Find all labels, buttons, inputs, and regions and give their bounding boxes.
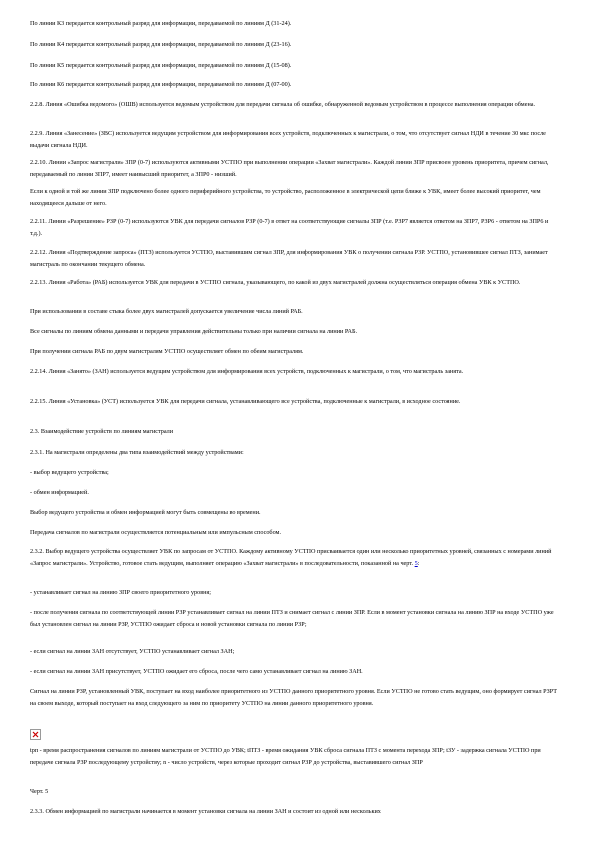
paragraph-2-2-13: 2.2.13. Линия «Работа» (РАБ) используется УВК для передачи в УСТПО сигнала, указывающего, по какой из двух магистралей должна осуществляться операция обмена УВК к УСТПО. bbox=[30, 279, 521, 286]
list-item-master-select: - выбор ведущего устройства; bbox=[30, 469, 109, 476]
paragraph-2-2-14: 2.2.14. Линия «Занято» (ЗАН) используется ведущим устройством для информирования всех устройств, подключенных к магистрали, о том, что магистраль занята. bbox=[30, 368, 464, 375]
paragraph-2-3-1: 2.3.1. На магистрали определены два типа взаимодействий между устройствами: bbox=[30, 449, 244, 456]
paragraph-2-3-2 bbox=[30, 546, 560, 570]
paragraph-priority-note: Если к одной и той же линии ЗПР подключено более одного периферийного устройства, то устройство, расположенное в электрической цепи ближе к УВК, имеет более высокий приоритет, чем находящееся дальше от него. bbox=[30, 188, 541, 207]
paragraph-k3: По линии К3 передается контрольный разряд для информации, передаваемой по линиям Д (31-24). bbox=[30, 20, 292, 27]
list-item-set-zpr: - устанавливает сигнал на линию ЗПР своего приоритетного уровня; bbox=[30, 589, 211, 596]
paragraph-2-3-2-text: 2.3.2. Выбор ведущего устройства осуществляет УВК по запросам от УСТПО. Каждому активному УСТПО присваивается один или несколько приоритетных уровней, связанных с номерами линий «Запрос магистрали». Устройство, готовое стать ведущим, выполняет операцию «Захват магистрали» в последовательности, показанной на черт. bbox=[30, 548, 552, 567]
paragraph-2-2-12: 2.2.12. Линия «Подтверждение запроса» (ПТЗ) используется УСТПО, выставившим сигнал ЗПР, для информирования УВК о получении сигнала РЗР. УСТПО, установившее сигнал ПТЗ, занимает магистраль по окончании текущего обмена. bbox=[30, 249, 548, 268]
paragraph-2-2-11: 2.2.11. Линии «Разрешение» РЗР (0-7) используются УВК для передачи сигналов РЗР (0-7) в ответ на соответствующие сигналы ЗПР (т.е. РЗР7 является ответом на ЗПР7, РЗР6 - ответом на ЗПР6 и т.д.). bbox=[30, 218, 549, 237]
paragraph-k4: По линии К4 передается контрольный разряд для информации, передаваемой по линиям Д (23-16). bbox=[30, 41, 292, 48]
figure-5-caption: Черт. 5 bbox=[30, 788, 49, 795]
paragraph-2-3-3: 2.3.3. Обмен информацией по магистрали начинается в момент установки сигнала на линии ЗАН и состоит из одной или нескольких bbox=[30, 808, 381, 815]
paragraph-combined-time: Выбор ведущего устройства и обмен информацией могут быть совмещены во времени. bbox=[30, 509, 261, 516]
paragraph-signal-mode: Передача сигналов по магистрали осуществляется потенциальным или импульсным способом. bbox=[30, 529, 282, 536]
paragraph-k6: По линии К6 передается контрольный разряд для информации, передаваемой по линиям Д (07-00). bbox=[30, 81, 292, 88]
paragraph-2-2-9: 2.2.9. Линия «Занесение» (ЗВС) используется ведущим устройством для информирования всех устройств, подключенных к магистрали, о том, что отсутствует сигнал НДИ в течение 30 мкс после выдачи сигнала НДИ. bbox=[30, 130, 546, 149]
paragraph-rzr-chain: Сигнал на линии РЗР, установленный УВК, поступает на вход наиболее приоритетного из УСТПО данного приоритетного уровня. Если УСТПО не готово стать ведущим, оно формирует сигнал РЗРТ на своем выходе, который поступает на вход следующего за ним по приоритету УСТПО на линии данного приоритетного уровня. bbox=[30, 688, 558, 707]
list-item-zan-present: - если сигнал на линии ЗАН присутствует, УСТПО ожидает его сброса, после чего само устанавливает сигнал на линию ЗАН. bbox=[30, 668, 363, 675]
paragraph-2-2-8: 2.2.8. Линия «Ошибка ведомого» (ОШВ) используется ведомым устройством для передачи сигнала об ошибке, обнаруженной ведомым устройством в процессе выполнения операции обмена. bbox=[30, 101, 536, 108]
broken-image-icon bbox=[30, 729, 41, 740]
paragraph-rab-extension: При использовании в составе стыка более двух магистралей допускается увеличение числа линий РАБ. bbox=[30, 308, 303, 315]
list-item-after-rzr: - после получения сигнала по соответствующей линии РЗР устанавливает сигнал на линии ПТЗ и снимает сигнал с линии ЗПР. Если в момент установки сигнала на линию ЗПР на входе УСТПО уже был установлен сигнал на линии РЗР, УСТПО ожидает сброса и новой установки сигнала по линии РЗР; bbox=[30, 609, 554, 628]
close-x-icon bbox=[32, 731, 39, 738]
list-item-data-exchange: - обмен информацией. bbox=[30, 489, 89, 496]
paragraph-2-2-15: 2.2.15. Линия «Установка» (УСТ) используется УВК для передачи сигнала, устанавливающего все устройства, подключенные к магистрали, в исходное состояние. bbox=[30, 398, 461, 405]
paragraph-2-3-2-colon: : bbox=[417, 560, 420, 567]
paragraph-2-2-10: 2.2.10. Линии «Запрос магистрали» ЗПР (0-7) используются активными УСТПО при выполнении операции «Захват магистрали». Каждой линии ЗПР присвоен уровень приоритета, причем сигнал, передаваемый по линии ЗПР7, имеет наивысший приоритет, а ЗПР0 - низший. bbox=[30, 159, 549, 178]
list-item-zan-absent: - если сигнал на линии ЗАН отсутствует, УСТПО устанавливает сигнал ЗАН; bbox=[30, 648, 235, 655]
paragraph-rab-validity: Все сигналы по линиям обмена данными и передачи управления действительны только при наличии сигнала на линии РАБ. bbox=[30, 328, 358, 335]
figure-5-legend: tрп - время распространения сигналов по линиям магистрали от УСТПО до УВК; tПТЗ - время ожидания УВК сброса сигнала ПТЗ с момента перехода ЗПР; tЗУ - задержка сигнала УСТПО при передаче сигнала РЗР последующему устройству; n - число устройств, через которые проходит сигнал РЗР до устройства, выставившего сигнал ЗПР bbox=[30, 747, 541, 766]
paragraph-rab-both: При получении сигнала РАБ по двум магистралям УСТПО осуществляет обмен по обеим магистралям. bbox=[30, 348, 304, 355]
section-heading-2-3: 2.3. Взаимодействие устройств по линиям магистрали bbox=[30, 428, 174, 435]
figure-5-link[interactable]: 5 bbox=[414, 560, 418, 567]
paragraph-k5: По линии К5 передается контрольный разряд для информации, передаваемой по линиям Д (15-08). bbox=[30, 62, 292, 69]
